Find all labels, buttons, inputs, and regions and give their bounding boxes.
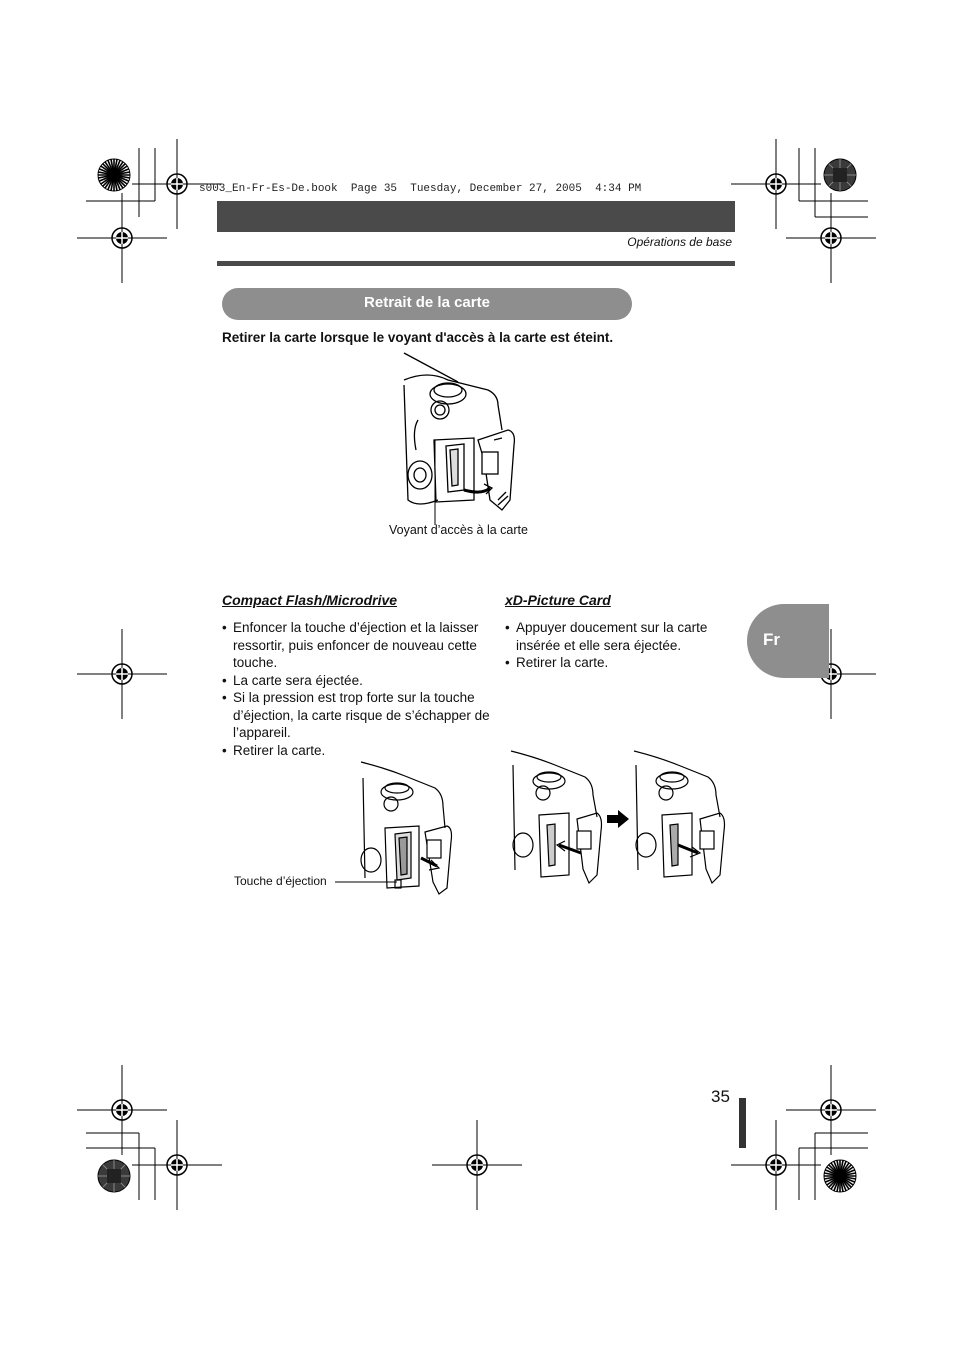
page-number: 35 bbox=[711, 1087, 730, 1106]
header-rule bbox=[217, 261, 735, 266]
camera-card-slot-illustration bbox=[398, 350, 538, 535]
list-item: • Retirer la carte. bbox=[505, 654, 735, 672]
section-label: Opérations de base bbox=[627, 235, 732, 249]
header-bar bbox=[217, 201, 735, 232]
page-number-bar bbox=[739, 1098, 746, 1148]
eject-button-label: Touche d’éjection bbox=[234, 874, 327, 888]
list-item: • La carte sera éjectée. bbox=[222, 672, 490, 690]
compact-flash-steps bbox=[222, 619, 490, 759]
list-item: • Si la pression est trop forte sur la touche d’éjection, la carte risque de s’échapper de l’appareil. bbox=[222, 689, 490, 742]
file-info-line: s003_En-Fr-Es-De.book Page 35 Tuesday, December 27, 2005 4:34 PM bbox=[199, 183, 642, 195]
xd-card-title: xD-Picture Card bbox=[505, 592, 611, 608]
eject-button-leader-line bbox=[335, 877, 405, 887]
xd-card-steps bbox=[505, 619, 735, 672]
card-access-lamp-caption: Voyant d’accès à la carte bbox=[389, 523, 528, 537]
intro-text: Retirer la carte lorsque le voyant d'accès à la carte est éteint. bbox=[222, 330, 614, 345]
section-title: Retrait de la carte bbox=[222, 288, 632, 320]
xd-card-remove-illustration bbox=[628, 745, 728, 885]
arrow-right-icon bbox=[606, 810, 630, 828]
compact-flash-eject-illustration bbox=[355, 758, 455, 896]
language-tab-label: Fr bbox=[763, 630, 780, 649]
list-item: • Enfoncer la touche d’éjection et la laisser ressortir, puis enfoncer de nouveau cette touche. bbox=[222, 619, 490, 672]
language-tab bbox=[747, 604, 829, 678]
list-item: • Retirer la carte. bbox=[222, 742, 490, 760]
xd-card-push-illustration bbox=[505, 745, 605, 885]
list-item: • Appuyer doucement sur la carte insérée et elle sera éjectée. bbox=[505, 619, 735, 654]
compact-flash-title: Compact Flash/Microdrive bbox=[222, 592, 398, 608]
